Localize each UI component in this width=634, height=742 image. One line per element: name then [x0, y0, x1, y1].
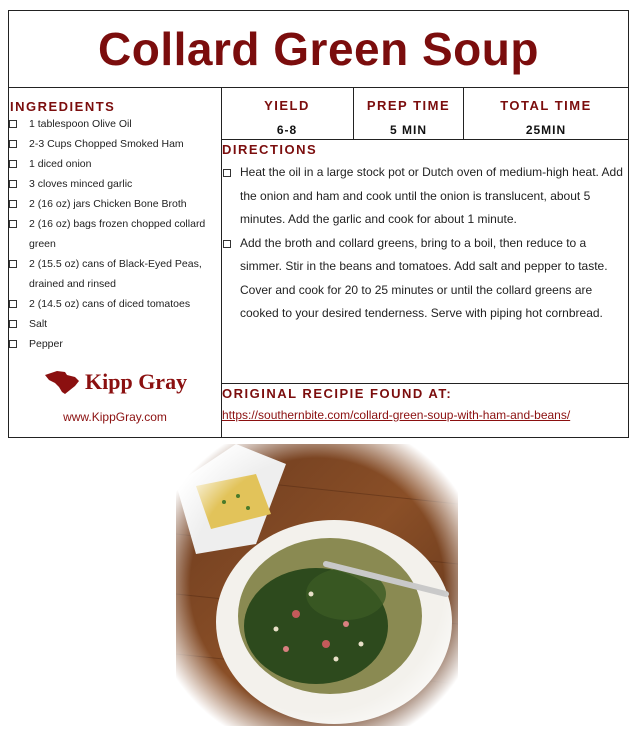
yield-label: YIELD: [264, 98, 310, 113]
total-time-value: 25MIN: [525, 123, 567, 137]
yield-value: 6-8: [276, 123, 298, 137]
checkbox-icon: [9, 260, 17, 268]
directions-list: [221, 161, 628, 326]
checkbox-icon: [9, 140, 17, 148]
checkbox-icon: [9, 120, 17, 128]
original-source-panel: [221, 383, 628, 437]
checkbox-icon: [9, 340, 17, 348]
total-time-label: TOTAL TIME: [500, 98, 592, 113]
ingredient-item: Pepper: [9, 334, 221, 354]
checkbox-icon: [9, 300, 17, 308]
prep-time-value: 5 MIN: [389, 123, 427, 137]
ingredient-item: 2 (16 oz) jars Chicken Bone Broth: [9, 194, 221, 214]
checkbox-icon: [9, 200, 17, 208]
ingredient-item: 2 (16 oz) bags frozen chopped collard green: [9, 214, 221, 254]
ingredient-item: 1 tablespoon Olive Oil: [9, 114, 221, 134]
original-source-heading: ORIGINAL RECIPIE FOUND AT:: [222, 386, 453, 401]
title-row: [9, 11, 628, 88]
prep-time-cell: [353, 87, 463, 139]
ingredient-item: 2 (14.5 oz) cans of diced tomatoes: [9, 294, 221, 314]
soup-photo: [176, 444, 458, 726]
ingredient-item: 2-3 Cups Chopped Smoked Ham: [9, 134, 221, 154]
ingredient-item: Salt: [9, 314, 221, 334]
page-title: Collard Green Soup: [98, 23, 539, 75]
direction-step: Add the broth and collard greens, bring to a boil, then reduce to a simmer. Stir in the beans and tomatoes. Add salt and pepper to taste. Cover and cook for 20 to 25 minutes or until the collard greens are cooked to your desired tenderness. Serve with piping hot cornbread.: [221, 232, 628, 326]
checkbox-icon: [223, 240, 231, 248]
directions-panel: [221, 139, 628, 384]
checkbox-icon: [9, 160, 17, 168]
total-time-cell: [463, 87, 628, 139]
prep-time-label: PREP TIME: [366, 98, 451, 113]
yield-cell: [221, 87, 353, 139]
meta-row: [221, 87, 628, 140]
checkbox-icon: [9, 180, 17, 188]
ingredients-heading: INGREDIENTS: [10, 99, 116, 114]
recipe-card: [8, 10, 629, 438]
directions-heading: DIRECTIONS: [222, 142, 318, 157]
ingredients-list: [9, 114, 221, 354]
south-carolina-state-icon: [43, 369, 81, 395]
website-link[interactable]: www.KippGray.com: [63, 410, 167, 424]
ingredient-item: 3 cloves minced garlic: [9, 174, 221, 194]
kipp-gray-logo: [43, 369, 187, 395]
direction-step: Heat the oil in a large stock pot or Dutch oven of medium-high heat. Add the onion and ham and cook until the onion is translucent, about 5 minutes. Add the garlic and cook for about 1 minute.: [221, 161, 628, 232]
original-source-link[interactable]: https://southernbite.com/collard-green-soup-with-ham-and-beans/: [222, 408, 571, 422]
ingredient-item: 1 diced onion: [9, 154, 221, 174]
checkbox-icon: [9, 320, 17, 328]
ingredient-item: 2 (15.5 oz) cans of Black-Eyed Peas, drained and rinsed: [9, 254, 221, 294]
checkbox-icon: [223, 169, 231, 177]
brand-name: Kipp Gray: [85, 369, 188, 394]
checkbox-icon: [9, 220, 17, 228]
ingredients-panel: [9, 87, 222, 437]
